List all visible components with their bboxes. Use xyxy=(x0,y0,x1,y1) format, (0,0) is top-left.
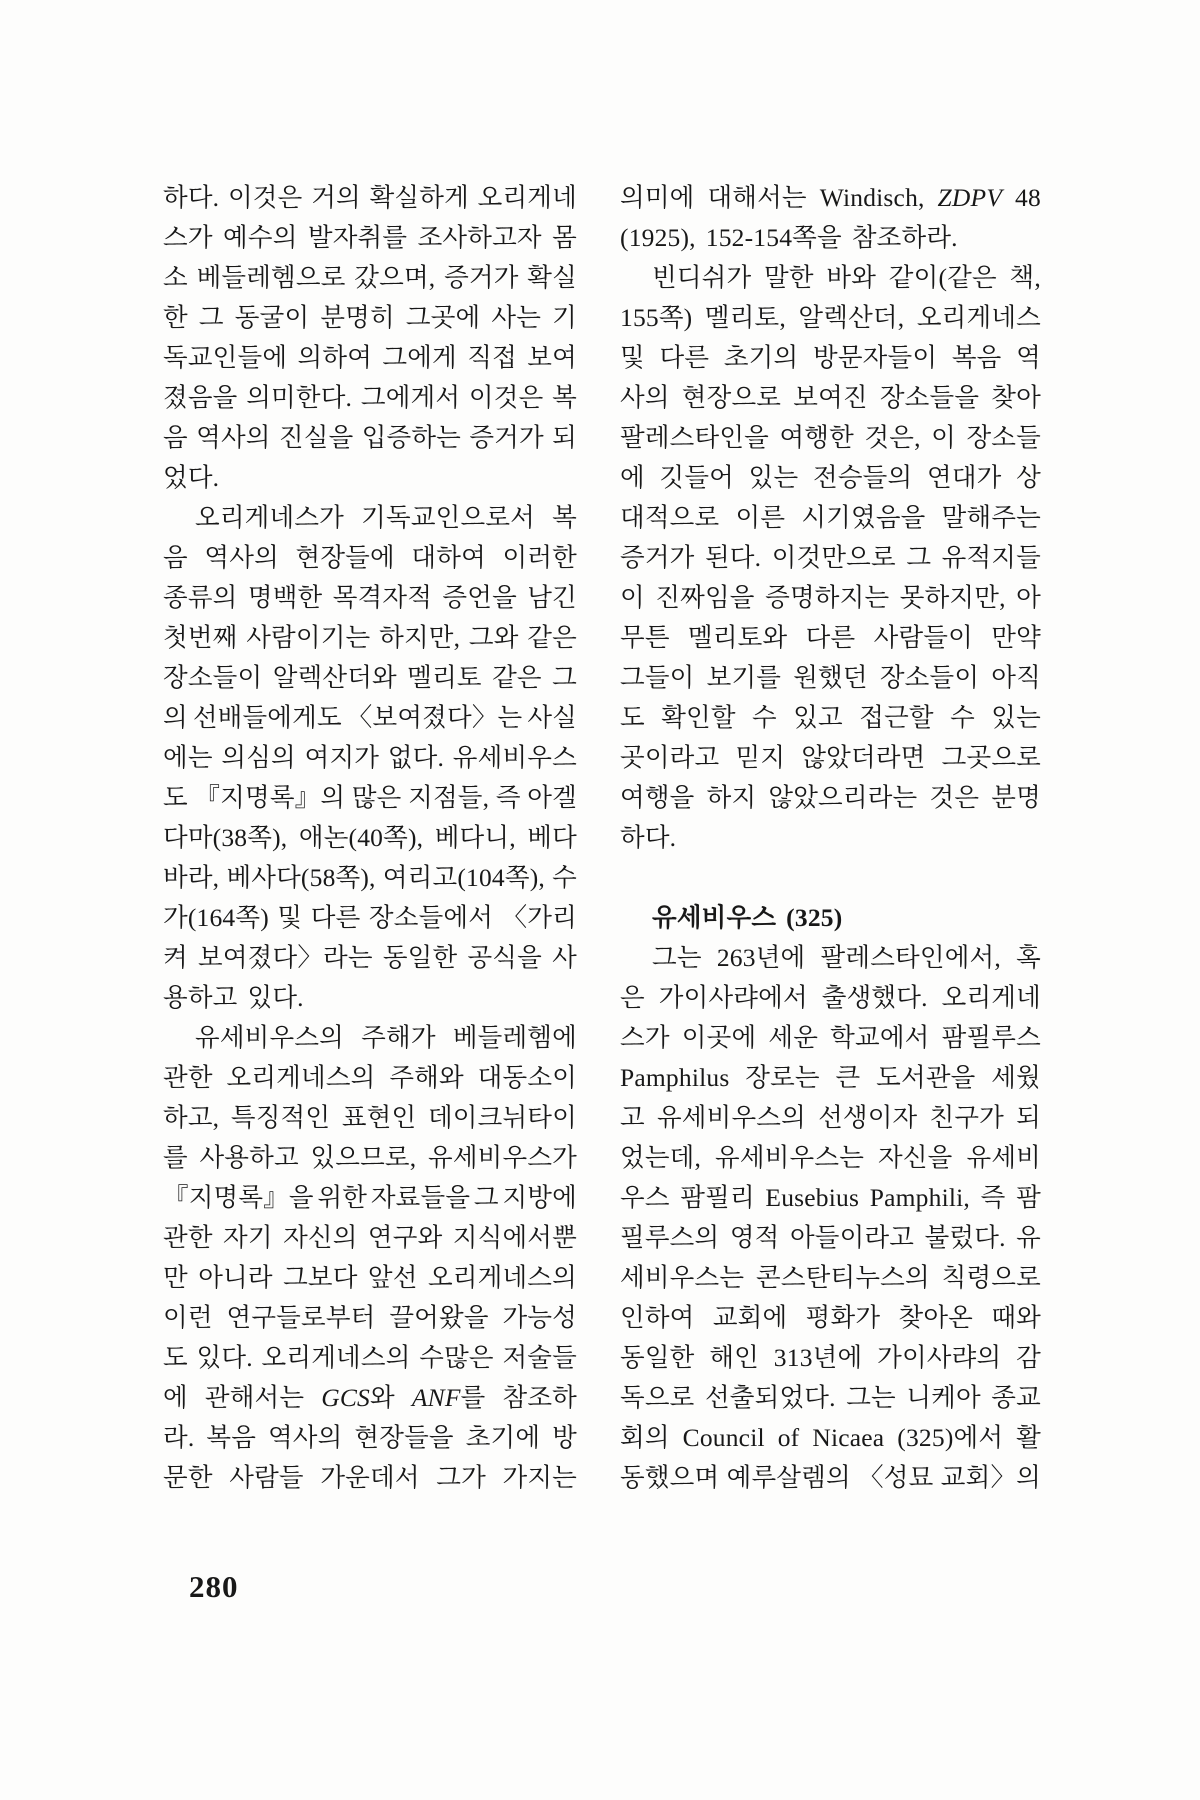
text-line: 하고, 특징적인 표현인 데이크뉘타이 xyxy=(163,1103,577,1132)
text-line: 에 관해서는 GCS와 ANF를 참조하 xyxy=(163,1383,577,1412)
text-line: 대적으로 이른 시기였음을 말해주는 xyxy=(620,503,1041,532)
text-line: 라. 복음 역사의 현장들을 초기에 방 xyxy=(163,1423,577,1452)
text-line: 곳이라고 믿지 않았더라면 그곳으로 xyxy=(620,743,1041,772)
text-line: 빈디쉬가 말한 바와 같이(같은 책, xyxy=(652,263,1041,292)
text-line: 에는 의심의 여지가 없다. 유세비우스 xyxy=(163,743,577,772)
text-line: 한 그 동굴이 분명히 그곳에 사는 기 xyxy=(163,303,577,332)
text-line: 문한 사람들 가운데서 그가 가지는 xyxy=(163,1463,577,1492)
text-line: 관한 오리게네스의 주해와 대동소이 xyxy=(163,1063,577,1092)
text-line: 그는 263년에 팔레스타인에서, 혹 xyxy=(652,943,1041,972)
text-line: 소 베들레헴으로 갔으며, 증거가 확실 xyxy=(163,263,577,292)
text-line: 도 있다. 오리게네스의 수많은 저술들 xyxy=(163,1343,577,1372)
text-line: 도 『지명록』의 많은 지점들, 즉 아겔 xyxy=(163,783,577,812)
text-line: 동일한 해인 313년에 가이사랴의 감 xyxy=(620,1343,1041,1372)
text-line: 무튼 멜리토와 다른 사람들이 만약 xyxy=(620,623,1041,652)
text-line: (1925), 152-154쪽을 참조하라. xyxy=(620,223,958,252)
text-line: 도 확인할 수 있고 접근할 수 있는 xyxy=(620,703,1041,732)
text-line: 사의 현장으로 보여진 장소들을 찾아 xyxy=(620,383,1041,412)
text-line: 음 역사의 현장들에 대하여 이러한 xyxy=(163,543,577,572)
text-line: 에 깃들어 있는 전승들의 연대가 상 xyxy=(620,463,1041,492)
text-line: 인하여 교회에 평화가 찾아온 때와 xyxy=(620,1303,1041,1332)
text-line: 회의 Council of Nicaea (325)에서 활 xyxy=(620,1423,1041,1452)
text-line: 『지명록』을 위한 자료들을 그 지방에 xyxy=(163,1183,577,1212)
text-line: 은 가이사랴에서 출생했다. 오리게네 xyxy=(620,983,1041,1012)
text-line: 팔레스타인을 여행한 것은, 이 장소들 xyxy=(620,423,1041,452)
text-line: 만 아니라 그보다 앞선 오리게네스의 xyxy=(163,1263,577,1292)
text-line: 필루스의 영적 아들이라고 불렀다. 유 xyxy=(620,1223,1041,1252)
text-line: 용하고 있다. xyxy=(163,983,304,1012)
page-number: 280 xyxy=(189,1569,239,1604)
text-line: 스가 예수의 발자취를 조사하고자 몸 xyxy=(163,223,577,252)
text-line: 여행을 하지 않았으리라는 것은 분명 xyxy=(620,783,1041,812)
text-line: 졌음을 의미한다. 그에게서 이것은 복 xyxy=(163,383,577,412)
text-line: 첫번째 사람이기는 하지만, 그와 같은 xyxy=(163,623,577,652)
text-line: 를 사용하고 있으므로, 유세비우스가 xyxy=(163,1143,577,1172)
text-line: 155쪽) 멜리토, 알렉산더, 오리게네스 xyxy=(620,303,1041,332)
blank-line xyxy=(620,858,1041,898)
text-line: 바라, 베사다(58쪽), 여리고(104쪽), 수 xyxy=(163,863,577,892)
text-line: 및 다른 초기의 방문자들이 복음 역 xyxy=(620,343,1041,372)
text-line: 독으로 선출되었다. 그는 니케아 종교 xyxy=(620,1383,1041,1412)
text-line: 동했으며 예루살렘의 〈성묘 교회〉의 xyxy=(620,1463,1041,1492)
text-line: 그들이 보기를 원했던 장소들이 아직 xyxy=(620,663,1041,692)
text-line: 오리게네스가 기독교인으로서 복 xyxy=(195,503,577,532)
text-line: 다마(38쪽), 애논(40쪽), 베다니, 베다 xyxy=(163,823,577,852)
text-line: 장소들이 알렉산더와 멜리토 같은 그 xyxy=(163,663,577,692)
text-line: 관한 자기 자신의 연구와 지식에서뿐 xyxy=(163,1223,577,1252)
text-line: 이 진짜임을 증명하지는 못하지만, 아 xyxy=(620,583,1041,612)
text-line: 독교인들에 의하여 그에게 직접 보여 xyxy=(163,343,577,372)
text-line: 종류의 명백한 목격자적 증언을 남긴 xyxy=(163,583,577,612)
text-line: 하다. 이것은 거의 확실하게 오리게네 xyxy=(163,183,577,212)
text-line: 증거가 된다. 이것만으로 그 유적지들 xyxy=(620,543,1041,572)
right-text-column xyxy=(620,178,1041,1498)
text-line: 켜 보여졌다〉라는 동일한 공식을 사 xyxy=(163,943,577,972)
text-line: 의미에 대해서는 Windisch, ZDPV 48 xyxy=(620,183,1041,212)
text-line: 유세비우스의 주해가 베들레헴에 xyxy=(195,1023,577,1052)
text-line: 스가 이곳에 세운 학교에서 팜필루스 xyxy=(620,1023,1041,1052)
left-text-column xyxy=(163,178,577,1498)
text-line: 고 유세비우스의 선생이자 친구가 되 xyxy=(620,1103,1041,1132)
text-line: 이런 연구들로부터 끌어왔을 가능성 xyxy=(163,1303,577,1332)
text-line: 세비우스는 콘스탄티누스의 칙령으로 xyxy=(620,1263,1041,1292)
section-heading: 유세비우스 (325) xyxy=(652,903,843,932)
text-line: 가(164쪽) 및 다른 장소들에서 〈가리 xyxy=(163,903,577,932)
text-line: 하다. xyxy=(620,823,677,852)
text-line: 우스 팜필리 Eusebius Pamphili, 즉 팜 xyxy=(620,1183,1041,1212)
text-line: 었다. xyxy=(163,463,220,492)
text-line: 었는데, 유세비우스는 자신을 유세비 xyxy=(620,1143,1041,1172)
text-line: 의 선배들에게도 〈보여졌다〉는 사실 xyxy=(163,703,577,732)
text-line: Pamphilus 장로는 큰 도서관을 세웠 xyxy=(620,1063,1041,1092)
text-line: 음 역사의 진실을 입증하는 증거가 되 xyxy=(163,423,577,452)
